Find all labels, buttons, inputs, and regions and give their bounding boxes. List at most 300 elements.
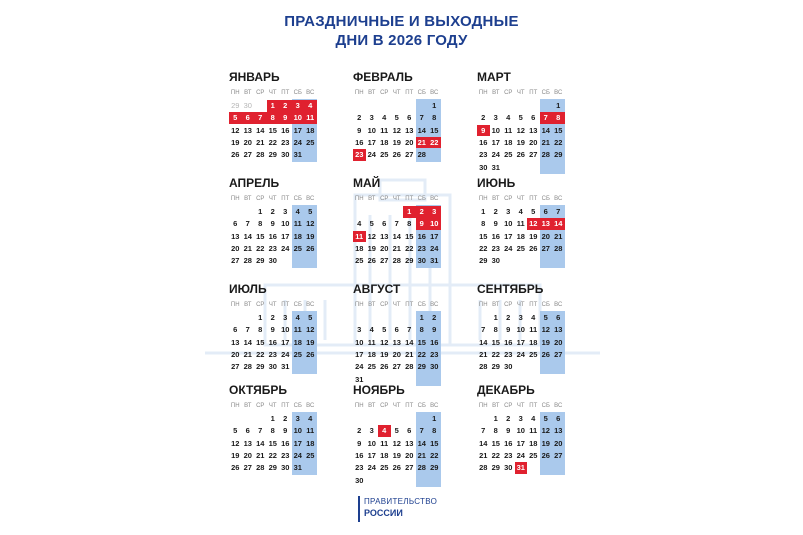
calendar-day: 10 xyxy=(367,125,376,135)
weekday-label: СР xyxy=(256,196,265,202)
calendar-day: 5 xyxy=(369,219,374,229)
calendar-day: 3 xyxy=(506,207,511,216)
holiday-day: 22 xyxy=(428,137,441,149)
weekday-label: ВТ xyxy=(244,302,252,308)
holiday-day: 9 xyxy=(477,125,490,137)
holiday-day: 9 xyxy=(279,112,292,124)
calendar-day: 1 xyxy=(258,313,263,322)
calendar-day: 21 xyxy=(243,349,252,359)
calendar-day: 16 xyxy=(417,231,426,241)
title-line-2: ДНИ В 2026 ГОДУ xyxy=(335,32,468,49)
holiday-day: 1 xyxy=(267,100,280,112)
calendar-day: 31 xyxy=(293,463,302,473)
calendar-day: 21 xyxy=(541,137,550,147)
calendar-day: 19 xyxy=(231,450,240,460)
weekday-label: СБ xyxy=(541,302,550,308)
calendar-day: 24 xyxy=(516,450,525,460)
month-name: АПРЕЛЬ xyxy=(229,176,280,190)
holiday-day: 1 xyxy=(403,206,416,218)
calendar-day: 28 xyxy=(243,256,252,266)
calendar-day: 28 xyxy=(417,150,426,160)
weekday-label: СР xyxy=(380,403,389,409)
calendar-day: 1 xyxy=(556,101,561,110)
month-name: ДЕКАБРЬ xyxy=(477,383,535,397)
calendar-day: 15 xyxy=(405,231,414,241)
calendar-day: 7 xyxy=(419,113,424,123)
calendar-day: 30 xyxy=(491,256,500,266)
calendar-day: 25 xyxy=(529,450,538,460)
weekday-label: ВС xyxy=(554,196,563,202)
brand-line-1: ПРАВИТЕЛЬСТВО xyxy=(364,497,438,506)
calendar-day: 8 xyxy=(493,325,498,335)
calendar-day: 18 xyxy=(293,337,302,347)
holiday-day: 5 xyxy=(229,112,242,124)
calendar-day: 10 xyxy=(281,325,290,335)
calendar-day: 21 xyxy=(256,137,265,147)
calendar-day: 16 xyxy=(504,337,513,347)
calendar-day: 10 xyxy=(355,337,364,347)
holiday-day: 3 xyxy=(428,206,441,218)
holiday-day: 2 xyxy=(279,100,292,112)
calendar-day: 20 xyxy=(231,243,240,253)
month-name: НОЯБРЬ xyxy=(353,383,405,397)
holiday-day: 8 xyxy=(552,112,565,124)
calendar-day: 8 xyxy=(258,219,263,229)
calendar-day: 6 xyxy=(407,426,412,436)
calendar-day: 6 xyxy=(382,219,387,229)
calendar-day: 31 xyxy=(430,256,439,266)
weekday-label: СБ xyxy=(293,302,302,308)
calendar-day: 22 xyxy=(491,450,500,460)
weekday-label: ВС xyxy=(430,196,439,202)
weekday-label: ЧТ xyxy=(516,403,525,409)
weekday-label: ПТ xyxy=(281,196,290,202)
calendar-day: 25 xyxy=(504,150,513,160)
holiday-day: 8 xyxy=(267,112,280,124)
calendar-day: 29 xyxy=(491,463,500,473)
calendar-day: 4 xyxy=(506,113,511,123)
calendar-day: 20 xyxy=(529,137,538,147)
calendar-day: 6 xyxy=(245,426,250,436)
calendar-day: 1 xyxy=(432,414,437,423)
calendar-day: 22 xyxy=(268,137,277,147)
calendar-day: 11 xyxy=(380,125,389,135)
calendar-day: 17 xyxy=(293,438,302,448)
calendar-day: 17 xyxy=(367,137,376,147)
calendar-day: 21 xyxy=(392,243,401,253)
calendar-day: 29 xyxy=(430,463,439,473)
weekday-label: ЧТ xyxy=(516,302,525,308)
calendar-day: 7 xyxy=(245,325,250,335)
calendar-day: 11 xyxy=(529,325,538,335)
weekday-label: ПТ xyxy=(405,196,414,202)
calendar-day: 15 xyxy=(491,337,500,347)
calendar-day: 3 xyxy=(369,113,374,123)
weekday-label: ВТ xyxy=(368,90,376,96)
calendar-day: 23 xyxy=(479,150,488,160)
calendar-day: 7 xyxy=(556,207,561,216)
weekday-label: СР xyxy=(256,302,265,308)
calendar-day: 16 xyxy=(281,125,290,135)
calendar-day: 25 xyxy=(529,349,538,359)
calendar-day: 5 xyxy=(308,313,313,322)
calendar-day: 20 xyxy=(541,231,550,241)
weekday-label: ВТ xyxy=(244,196,252,202)
calendar-day: 26 xyxy=(306,349,315,359)
calendar-day: 25 xyxy=(367,362,376,372)
weekday-label: ВС xyxy=(430,302,439,308)
calendar-day: 19 xyxy=(392,137,401,147)
calendar-day: 15 xyxy=(417,337,426,347)
calendar-day: 11 xyxy=(504,125,513,135)
calendar-day: 12 xyxy=(380,337,389,347)
calendar-day: 15 xyxy=(430,438,439,448)
calendar-day: 21 xyxy=(243,243,252,253)
holiday-day: 6 xyxy=(242,112,255,124)
weekday-label: ВТ xyxy=(244,90,252,96)
calendar-day: 6 xyxy=(407,113,412,123)
holiday-day: 11 xyxy=(304,112,317,124)
calendar-day: 14 xyxy=(405,337,414,347)
calendar-day: 25 xyxy=(516,243,525,253)
weekday-label: ПН xyxy=(478,90,488,96)
calendar-day: 14 xyxy=(256,125,265,135)
month-name: АВГУСТ xyxy=(353,282,401,296)
calendar-day: 26 xyxy=(541,450,550,460)
weekday-label: ПН xyxy=(230,403,240,409)
calendar-day: 25 xyxy=(306,137,315,147)
calendar-day: 25 xyxy=(293,243,302,253)
calendar-day: 18 xyxy=(516,231,525,241)
calendar-day: 31 xyxy=(281,362,290,372)
weekday-label: СР xyxy=(380,90,389,96)
calendar-day: 26 xyxy=(392,463,401,473)
month-name: СЕНТЯБРЬ xyxy=(477,282,544,296)
calendar-day: 11 xyxy=(516,219,525,229)
calendar-day: 28 xyxy=(479,463,488,473)
weekday-label: СБ xyxy=(293,196,302,202)
calendar-day: 27 xyxy=(554,450,563,460)
calendar-day: 5 xyxy=(394,426,399,436)
calendar-day: 9 xyxy=(493,219,498,229)
weekday-label: ПН xyxy=(230,302,240,308)
calendar-day: 19 xyxy=(231,137,240,147)
calendar-day: 12 xyxy=(367,231,376,241)
calendar-day: 19 xyxy=(392,450,401,460)
calendar-day: 24 xyxy=(504,243,513,253)
calendar-day: 23 xyxy=(268,349,277,359)
calendar-day: 29 xyxy=(417,362,426,372)
weekday-label: СБ xyxy=(541,196,550,202)
weekday-label: ПТ xyxy=(281,90,290,96)
calendar-day: 26 xyxy=(516,150,525,160)
calendar-day: 17 xyxy=(430,231,439,241)
holiday-day: 14 xyxy=(552,218,565,230)
calendar-day: 1 xyxy=(419,313,424,322)
calendar-day: 10 xyxy=(281,219,290,229)
calendar-day: 25 xyxy=(293,349,302,359)
weekday-label: ЧТ xyxy=(392,403,401,409)
weekday-label: ПН xyxy=(354,196,364,202)
weekday-label: ВТ xyxy=(492,302,500,308)
calendar-day: 7 xyxy=(481,426,486,436)
calendar-day: 20 xyxy=(392,349,401,359)
calendar-day: 16 xyxy=(479,137,488,147)
weekday-label: ЧТ xyxy=(516,196,525,202)
calendar-day: 25 xyxy=(380,463,389,473)
calendar-day: 24 xyxy=(367,150,376,160)
calendar-day: 23 xyxy=(281,450,290,460)
calendar-day: 17 xyxy=(355,349,364,359)
calendar-day: 5 xyxy=(518,113,523,123)
calendar-day: 2 xyxy=(283,414,288,423)
weekday-label: ВТ xyxy=(368,196,376,202)
calendar-day: 14 xyxy=(256,438,265,448)
calendar-day: 9 xyxy=(432,325,437,335)
calendar-day: 17 xyxy=(516,438,525,448)
holiday-day: 4 xyxy=(378,425,391,437)
holiday-day: 9 xyxy=(416,218,429,230)
calendar-day: 18 xyxy=(306,125,315,135)
calendar-day: 17 xyxy=(281,337,290,347)
calendar-day: 10 xyxy=(516,325,525,335)
weekday-label: СБ xyxy=(293,403,302,409)
month-name: ИЮНЬ xyxy=(477,176,516,190)
calendar-day: 5 xyxy=(543,414,548,423)
weekday-label: ЧТ xyxy=(268,302,277,308)
weekday-label: ЧТ xyxy=(268,90,277,96)
month-name: ИЮЛЬ xyxy=(229,282,267,296)
calendar-day: 30 xyxy=(281,463,290,473)
calendar-day: 12 xyxy=(541,426,550,436)
calendar-day: 23 xyxy=(355,463,364,473)
calendar-day: 24 xyxy=(430,243,439,253)
calendar-day: 28 xyxy=(392,256,401,266)
calendar-day: 1 xyxy=(481,207,486,216)
calendar-day: 5 xyxy=(543,313,548,322)
weekday-label: СР xyxy=(504,196,513,202)
calendar-day: 21 xyxy=(479,349,488,359)
calendar-day: 26 xyxy=(231,463,240,473)
calendar-day: 13 xyxy=(231,231,240,241)
calendar-day: 26 xyxy=(541,349,550,359)
calendar-day: 16 xyxy=(430,337,439,347)
calendar-day: 17 xyxy=(516,337,525,347)
calendar-day: 16 xyxy=(268,231,277,241)
calendar-day: 26 xyxy=(367,256,376,266)
calendar-day: 15 xyxy=(479,231,488,241)
calendar-day: 13 xyxy=(231,337,240,347)
calendar-day: 29 xyxy=(268,463,277,473)
calendar-day: 30 xyxy=(504,362,513,372)
calendar-day: 13 xyxy=(392,337,401,347)
calendar-day: 22 xyxy=(256,349,265,359)
calendar-day: 4 xyxy=(518,207,523,216)
calendar-day: 5 xyxy=(531,207,536,216)
calendar-day: 6 xyxy=(394,325,399,335)
weekday-label: СР xyxy=(256,90,265,96)
calendar-day: 23 xyxy=(281,137,290,147)
calendar-day: 3 xyxy=(369,426,374,436)
weekday-label: СР xyxy=(256,403,265,409)
calendar-day: 5 xyxy=(394,113,399,123)
calendar-day: 20 xyxy=(554,438,563,448)
calendar-day: 30 xyxy=(355,475,364,485)
weekday-label: СБ xyxy=(417,196,426,202)
calendar-day: 20 xyxy=(405,450,414,460)
calendar-day: 15 xyxy=(256,231,265,241)
weekday-label: ПТ xyxy=(405,302,414,308)
calendar-day: 30 xyxy=(417,256,426,266)
calendar-day: 25 xyxy=(355,256,364,266)
weekday-label: ВТ xyxy=(244,403,252,409)
calendar-day: 18 xyxy=(293,231,302,241)
calendar-day: 3 xyxy=(357,325,362,335)
calendar-day: 9 xyxy=(283,426,288,436)
calendar-day: 3 xyxy=(283,207,288,216)
weekday-label: ВС xyxy=(554,403,563,409)
calendar-day: 12 xyxy=(306,325,315,335)
calendar-day: 14 xyxy=(243,337,252,347)
calendar-day: 20 xyxy=(231,349,240,359)
calendar-day: 2 xyxy=(481,113,486,123)
calendar-day: 17 xyxy=(281,231,290,241)
calendar-day: 28 xyxy=(256,150,265,160)
calendar-day: 8 xyxy=(493,426,498,436)
calendar-day: 14 xyxy=(243,231,252,241)
weekday-label: ЧТ xyxy=(516,90,525,96)
calendar-day: 18 xyxy=(529,438,538,448)
calendar-day: 13 xyxy=(243,125,252,135)
calendar-day: 23 xyxy=(417,243,426,253)
calendar-day: 4 xyxy=(382,113,387,123)
calendar-day: 27 xyxy=(405,150,414,160)
calendar-day: 31 xyxy=(491,162,500,172)
holiday-day: 3 xyxy=(292,100,305,112)
calendar-day: 3 xyxy=(518,313,523,322)
calendar-day: 24 xyxy=(355,362,364,372)
weekday-label: ВТ xyxy=(368,403,376,409)
month-name: ОКТЯБРЬ xyxy=(229,383,288,397)
weekday-label: ПТ xyxy=(529,302,538,308)
calendar-day: 15 xyxy=(268,125,277,135)
calendar-day: 21 xyxy=(479,450,488,460)
calendar-day: 21 xyxy=(405,349,414,359)
weekday-label: ВТ xyxy=(368,302,376,308)
calendar-day: 23 xyxy=(504,349,513,359)
calendar-day: 12 xyxy=(392,125,401,135)
calendar-day: 1 xyxy=(432,101,437,110)
weekday-label: СБ xyxy=(417,403,426,409)
calendar-day: 2 xyxy=(432,313,437,322)
calendar-day: 17 xyxy=(491,137,500,147)
calendar-day: 23 xyxy=(268,243,277,253)
weekday-label: ПН xyxy=(478,196,488,202)
calendar-day: 6 xyxy=(233,219,238,229)
calendar-day: 2 xyxy=(357,426,362,436)
calendar-day: 30 xyxy=(268,362,277,372)
calendar-day: 7 xyxy=(245,219,250,229)
calendar-day: 18 xyxy=(380,137,389,147)
calendar-day: 24 xyxy=(491,150,500,160)
calendar-day: 28 xyxy=(256,463,265,473)
calendar-day: 27 xyxy=(231,256,240,266)
calendar-day: 22 xyxy=(554,137,563,147)
calendar-day: 13 xyxy=(554,426,563,436)
calendar-day: 16 xyxy=(491,231,500,241)
calendar-day: 27 xyxy=(243,150,252,160)
calendar-day: 11 xyxy=(293,219,302,229)
weekday-label: ЧТ xyxy=(268,403,277,409)
calendar-day: 27 xyxy=(392,362,401,372)
calendar-day: 7 xyxy=(407,325,412,335)
calendar-day: 2 xyxy=(270,313,275,322)
calendar-day: 5 xyxy=(233,426,238,436)
calendar-day: 21 xyxy=(554,231,563,241)
calendar-day: 30 xyxy=(504,463,513,473)
calendar-day: 5 xyxy=(308,207,313,216)
calendar-day: 27 xyxy=(405,463,414,473)
calendar-day: 13 xyxy=(529,125,538,135)
title-line-1: ПРАЗДНИЧНЫЕ И ВЫХОДНЫЕ xyxy=(284,13,519,30)
holiday-day: 7 xyxy=(540,112,553,124)
calendar-day: 31 xyxy=(355,374,364,384)
calendar-day: 18 xyxy=(380,450,389,460)
calendar-day: 24 xyxy=(281,243,290,253)
calendar-day: 27 xyxy=(380,256,389,266)
weekday-label: ПТ xyxy=(529,403,538,409)
holiday-day: 31 xyxy=(515,462,528,474)
calendar-day: 24 xyxy=(293,450,302,460)
calendar-day: 6 xyxy=(233,325,238,335)
calendar-day: 21 xyxy=(417,450,426,460)
calendar-day: 19 xyxy=(367,243,376,253)
calendar-day: 4 xyxy=(295,207,300,216)
weekday-label: ВС xyxy=(306,302,315,308)
calendar-day: 7 xyxy=(481,325,486,335)
calendar-day: 24 xyxy=(281,349,290,359)
weekday-label: ВТ xyxy=(492,196,500,202)
weekday-label: СР xyxy=(380,196,389,202)
calendar-day: 16 xyxy=(281,438,290,448)
weekday-label: ПН xyxy=(478,403,488,409)
calendar-day: 10 xyxy=(516,426,525,436)
calendar-day: 22 xyxy=(430,450,439,460)
calendar-day: 18 xyxy=(504,137,513,147)
calendar-day: 9 xyxy=(357,125,362,135)
weekday-label: ПТ xyxy=(405,90,414,96)
calendar-day: 22 xyxy=(491,349,500,359)
calendar-day: 19 xyxy=(306,337,315,347)
calendar-day: 8 xyxy=(432,113,437,123)
calendar-day: 7 xyxy=(258,426,263,436)
calendar-day: 8 xyxy=(481,219,486,229)
calendar-day: 13 xyxy=(554,325,563,335)
holiday-day: 7 xyxy=(254,112,267,124)
page-title xyxy=(0,12,803,50)
calendar-day: 20 xyxy=(554,337,563,347)
calendar-day: 19 xyxy=(516,137,525,147)
calendar-day: 12 xyxy=(231,125,240,135)
calendar-day: 30 xyxy=(268,256,277,266)
calendar-day: 10 xyxy=(293,426,302,436)
calendar-day: 13 xyxy=(243,438,252,448)
calendar-day: 6 xyxy=(556,313,561,322)
calendar-day: 2 xyxy=(506,414,511,423)
holiday-day: 23 xyxy=(353,149,366,161)
calendar-day: 8 xyxy=(407,219,412,229)
calendar-day: 2 xyxy=(506,313,511,322)
